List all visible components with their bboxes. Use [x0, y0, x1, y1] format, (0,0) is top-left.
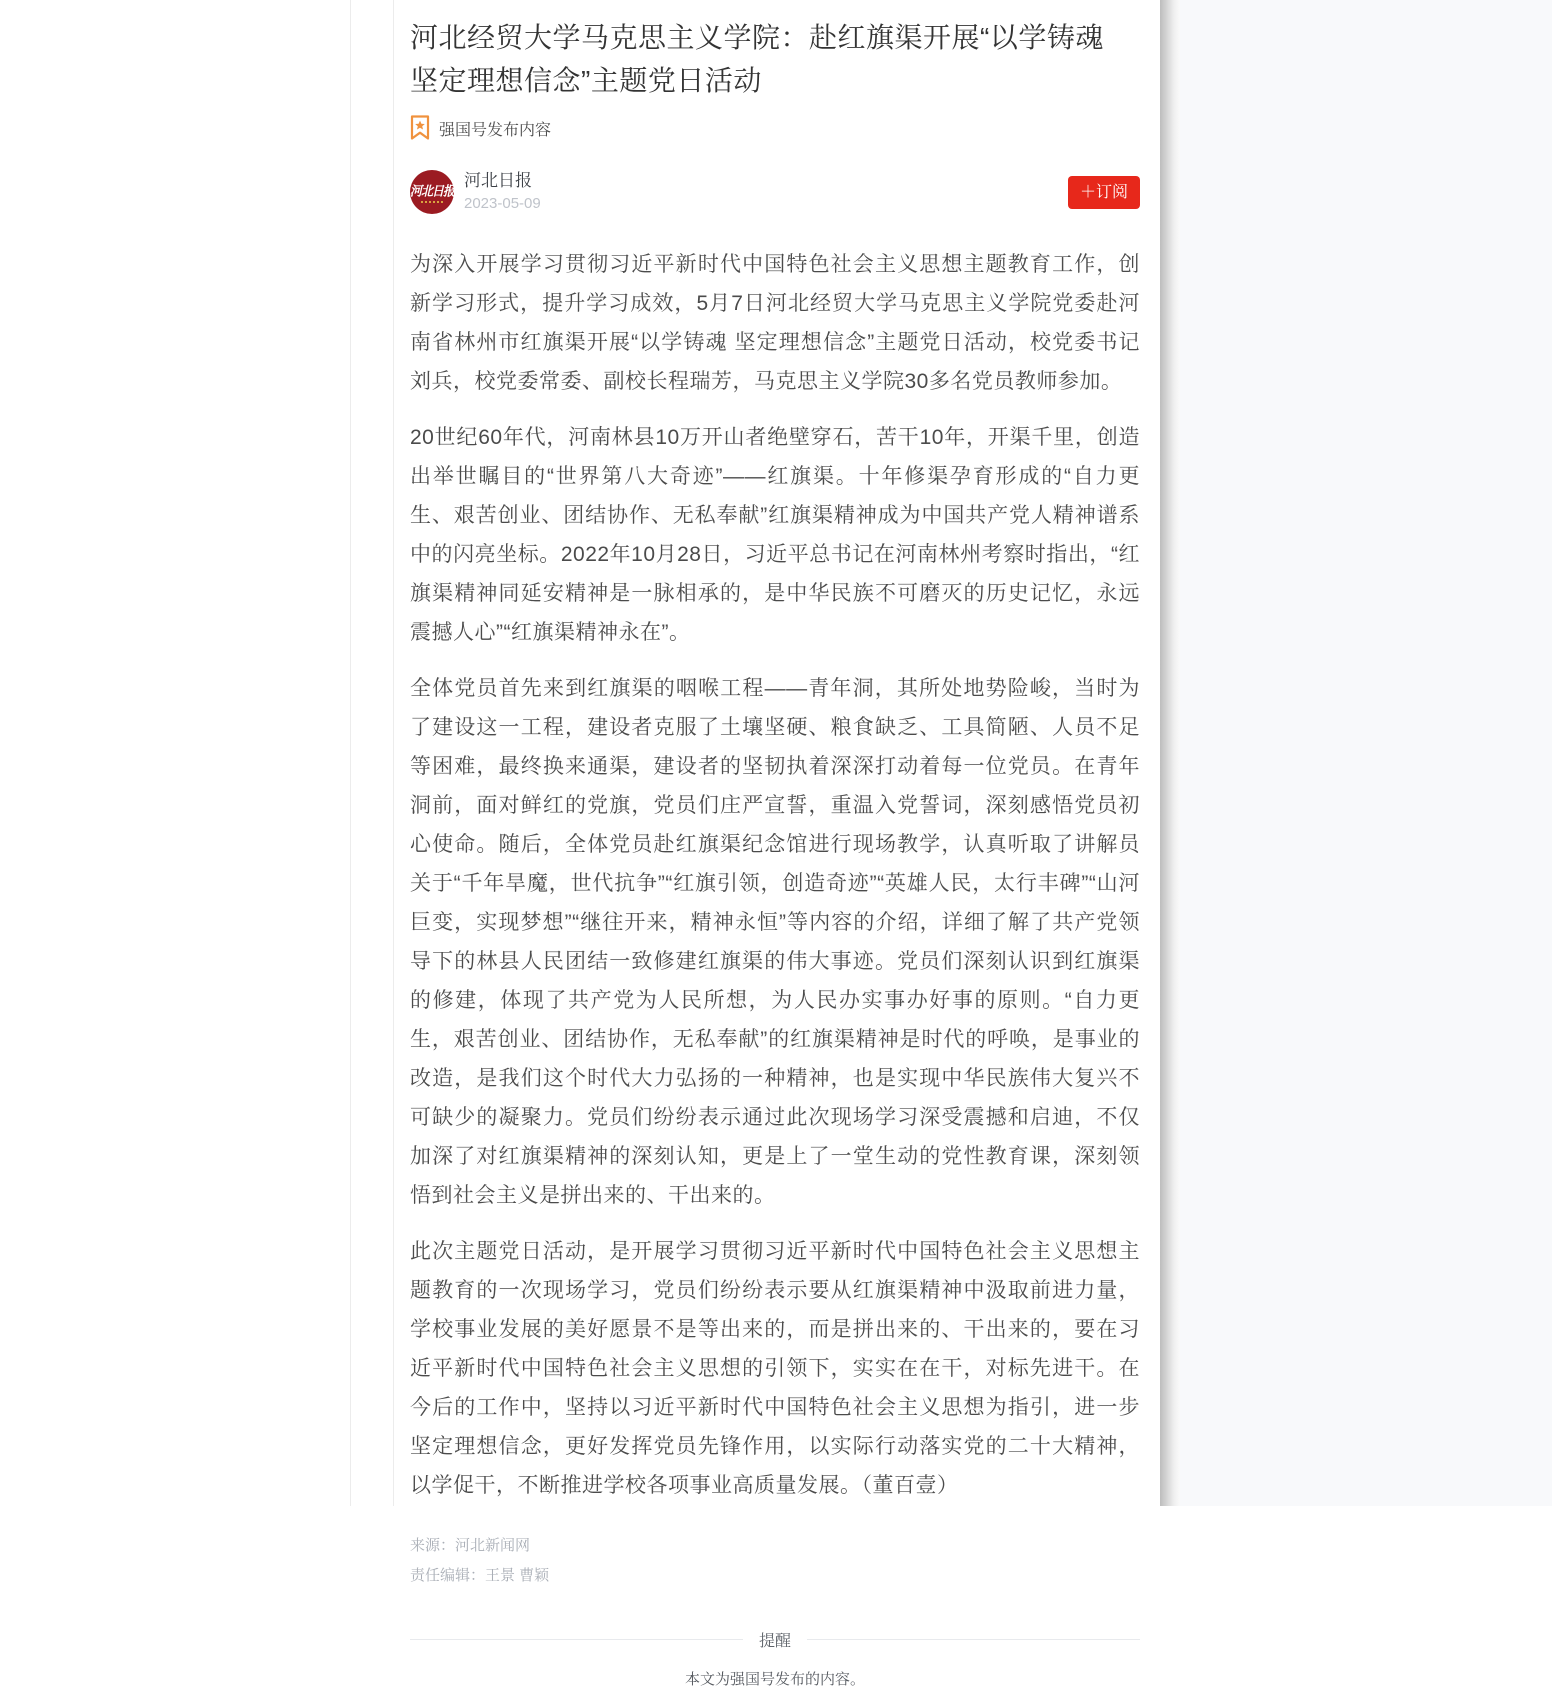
article-paragraph: 20世纪60年代，河南林县10万开山者绝壁穿石，苦干10年，开渠千里，创造出举世瞩目的“世界第八大奇迹”——红旗渠。十年修渠孕育形成的“自力更生、艰苦创业、团结协作、无私奉献”红旗渠精神成为中国共产党人精神谱系中的闪亮坐标。2022年10月28日，习近平总书记在河南林州考察时指出，“红旗渠精神同延安精神是一脉相承的，是中华民族不可磨灭的历史记忆，永远震撼人心”“红旗渠精神永在”。	[410, 426, 1140, 644]
qiangguo-badge	[410, 115, 1140, 141]
avatar-logo-decoration	[421, 201, 443, 203]
article-meta	[410, 1536, 1140, 1586]
bookmark-star-icon	[410, 115, 430, 141]
notice-heading: 提醒	[759, 1633, 792, 1650]
publisher-name[interactable]: 河北日报	[464, 171, 532, 190]
left-divider-line	[350, 0, 351, 1506]
publish-date: 2023-05-09	[464, 195, 541, 212]
publisher-row	[410, 170, 1140, 214]
vertical-scrollbar[interactable]	[1160, 0, 1180, 1506]
article-paragraph: 此次主题党日活动，是开展学习贯彻习近平新时代中国特色社会主义思想主题教育的一次现场学习，党员们纷纷表示要从红旗渠精神中汲取前进力量，学校事业发展的美好愿景不是等出来的，而是拼出来的、干出来的，要在习近平新时代中国特色社会主义思想的引领下，实实在在干，对标先进干。在今后的工作中，坚持以习近平新时代中国特色社会主义思想为指引，进一步坚定理想信念，更好发挥党员先锋作用，以实际行动落实党的二十大精神，以学促干，不断推进学校各项事业高质量发展。（董百壹）	[410, 1240, 1140, 1497]
article-column	[394, 0, 1160, 1688]
badge-label: 强国号发布内容	[439, 121, 552, 139]
notice-divider	[410, 1628, 1140, 1651]
notice-note: 本文为强国号发布的内容。	[684, 1671, 865, 1688]
article-paragraph: 为深入开展学习贯彻习近平新时代中国特色社会主义思想主题教育工作，创新学习形式，提升学习成效，5月7日河北经贸大学马克思主义学院党委赴河南省林州市红旗渠开展“以学铸魂 坚定理想信念”主题党日活动，校党委书记刘兵，校党委常委、副校长程瑞芳，马克思主义学院30多名党员教师参加。	[410, 253, 1140, 393]
publisher-avatar[interactable]	[410, 170, 454, 214]
avatar-logo-text: 河北日报	[410, 182, 455, 199]
source-line: 来源：河北新闻网	[410, 1537, 531, 1554]
subscribe-button[interactable]: ＋订阅	[1068, 176, 1140, 209]
right-background-panel	[1180, 0, 1552, 1506]
divider-line-left	[410, 1639, 743, 1640]
article-title: 河北经贸大学马克思主义学院：赴红旗渠开展“以学铸魂 坚定理想信念”主题党日活动	[410, 22, 1104, 96]
editor-line: 责任编辑：王景 曹颖	[410, 1567, 550, 1584]
article-body	[410, 245, 1140, 1505]
publisher-info	[464, 170, 541, 214]
divider-line-right	[807, 1639, 1140, 1640]
article-paragraph: 全体党员首先来到红旗渠的咽喉工程——青年洞，其所处地势险峻，当时为了建设这一工程，建设者克服了土壤坚硬、粮食缺乏、工具简陋、人员不足等困难，最终换来通渠，建设者的坚韧执着深深打动着每一位党员。在青年洞前，面对鲜红的党旗，党员们庄严宣誓，重温入党誓词，深刻感悟党员初心使命。随后，全体党员赴红旗渠纪念馆进行现场教学，认真听取了讲解员关于“千年旱魔，世代抗争”“红旗引领，创造奇迹”“英雄人民，太行丰碑”“山河巨变，实现梦想”“继往开来，精神永恒”等内容的介绍，详细了解了共产党领导下的林县人民团结一致修建红旗渠的伟大事迹。党员们深刻认识到红旗渠的修建，体现了共产党为人民所想，为人民办实事办好事的原则。“自力更生，艰苦创业、团结协作，无私奉献”的红旗渠精神是时代的呼唤，是事业的改造，是我们这个时代大力弘扬的一种精神，也是实现中华民族伟大复兴不可缺少的凝聚力。党员们纷纷表示通过此次现场学习深受震撼和启迪，不仅加深了对红旗渠精神的深刻认知，更是上了一堂生动的党性教育课，深刻领悟到社会主义是拼出来的、干出来的。	[410, 677, 1140, 1207]
